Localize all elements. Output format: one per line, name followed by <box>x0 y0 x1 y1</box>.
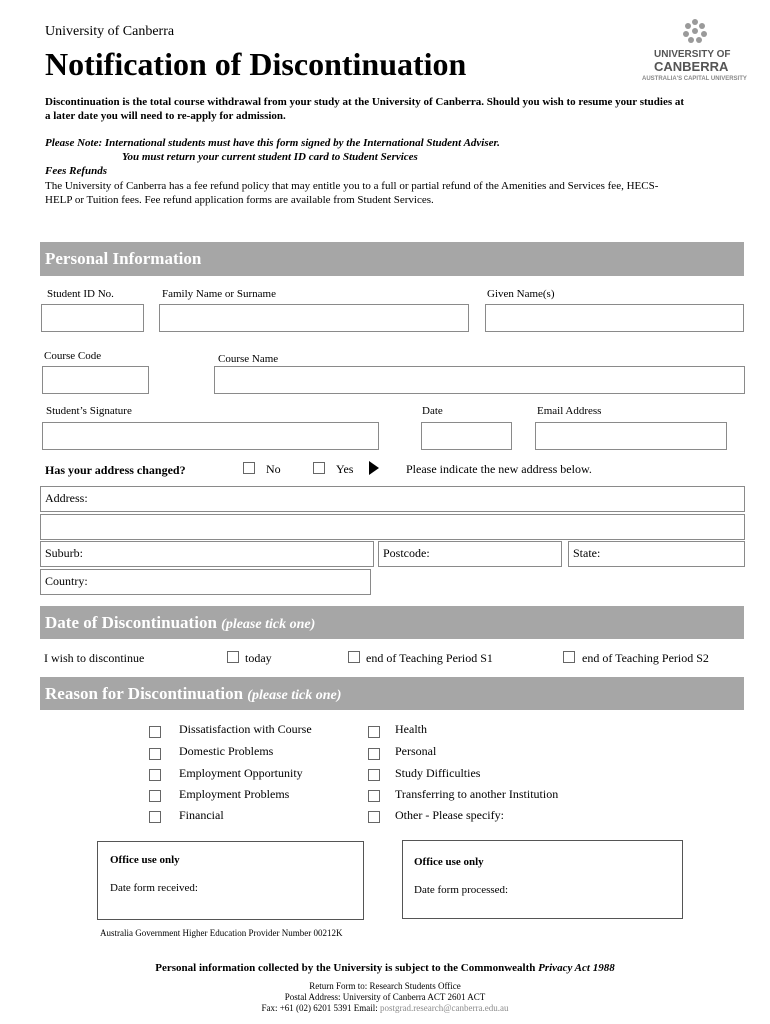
reason-checkbox[interactable] <box>368 790 380 802</box>
discontinuation-date-sub: (please tick one) <box>221 617 316 632</box>
course-name-label: Course Name <box>218 353 279 365</box>
discontinue-prompt: I wish to discontinue <box>44 651 145 665</box>
fees-heading: Fees Refunds <box>45 165 108 177</box>
end-s1-checkbox[interactable] <box>348 651 360 663</box>
fees-text: The University of Canberra has a fee refund policy that may entitle you to a full or partial refund of the Amenities and Services fee, HECS-HELP or Tuition fees. Fee refund application forms are available from Student Services. <box>45 180 659 206</box>
signature-field[interactable] <box>42 422 379 450</box>
office-use-received-box <box>97 841 364 920</box>
fax-email <box>0 1003 770 1013</box>
suburb-label: Suburb: <box>45 546 84 560</box>
reason-option-right: Health <box>395 722 427 736</box>
course-name-field[interactable] <box>214 366 745 394</box>
date-label: Date <box>422 405 443 417</box>
date-received-label: Date form received: <box>110 882 198 894</box>
country-field[interactable] <box>40 569 371 595</box>
address-changed-no-checkbox[interactable] <box>243 462 255 474</box>
reason-title: Reason for Discontinuation <box>45 684 244 703</box>
arrow-right-icon <box>369 461 379 475</box>
no-label: No <box>266 462 281 476</box>
note-line-1: Please Note: International students must have this form signed by the International Student Adviser. <box>45 137 500 149</box>
office-use-processed-box <box>402 840 683 919</box>
reason-option-left: Employment Opportunity <box>179 766 303 780</box>
discontinuation-date-title: Date of Discontinuation <box>45 613 217 632</box>
intro-bold-text: Discontinuation is the total course withdrawal from your study at the University of Canberra. Should you wish to resume your studies at a later date you will need to re-apply for admission. <box>45 96 685 122</box>
page-title: Notification of Discontinuation <box>45 46 467 82</box>
reason-option-right: Study Difficulties <box>395 766 481 780</box>
today-label: today <box>245 651 272 665</box>
privacy-statement <box>0 962 770 974</box>
course-code-field[interactable] <box>42 366 149 394</box>
postal-address: Postal Address: University of Canberra ACT 2601 ACT <box>284 992 486 1002</box>
indicate-address-text: Please indicate the new address below. <box>406 462 592 476</box>
logo-line-2: CANBERRA <box>654 59 729 74</box>
family-name-label: Family Name or Surname <box>162 288 276 300</box>
postcode-label: Postcode: <box>383 546 430 560</box>
student-id-field[interactable] <box>41 304 144 332</box>
yes-label: Yes <box>336 462 354 476</box>
signature-label: Student’s Signature <box>46 405 132 417</box>
end-s2-checkbox[interactable] <box>563 651 575 663</box>
reason-option-left: Domestic Problems <box>179 744 274 758</box>
logo-line-3: AUSTRALIA'S CAPITAL UNIVERSITY <box>642 76 747 82</box>
reason-option-right: Other - Please specify: <box>395 808 504 822</box>
reason-checkbox[interactable] <box>149 790 161 802</box>
reason-sub: (please tick one) <box>247 688 342 703</box>
state-field[interactable] <box>568 541 745 567</box>
address-changed-label: Has your address changed? <box>45 463 186 477</box>
today-checkbox[interactable] <box>227 651 239 663</box>
suburb-field[interactable] <box>40 541 374 567</box>
reason-option-left: Dissatisfaction with Course <box>179 722 312 736</box>
reason-checkbox[interactable] <box>368 811 380 823</box>
reason-checkbox[interactable] <box>149 748 161 760</box>
family-name-field[interactable] <box>159 304 469 332</box>
reason-option-left: Financial <box>179 808 224 822</box>
office-use-left-title: Office use only <box>110 854 180 866</box>
email-field[interactable] <box>535 422 727 450</box>
privacy-act: Privacy Act 1988 <box>538 962 615 974</box>
reason-option-right: Transferring to another Institution <box>395 787 559 801</box>
postcode-field[interactable] <box>378 541 562 567</box>
address-changed-yes-checkbox[interactable] <box>313 462 325 474</box>
note-line-2: You must return your current student ID card to Student Services <box>122 151 418 163</box>
student-id-label: Student ID No. <box>47 288 114 300</box>
reason-checkbox[interactable] <box>149 726 161 738</box>
return-to: Return Form to: Research Students Office <box>309 981 461 991</box>
reason-checkbox[interactable] <box>149 769 161 781</box>
reason-checkbox[interactable] <box>149 811 161 823</box>
state-label: State: <box>573 546 601 560</box>
date-field[interactable] <box>421 422 512 450</box>
logo-mark-icon <box>680 18 710 46</box>
provider-number: Australia Government Higher Education Provider Number 00212K <box>100 928 343 938</box>
reason-checkbox[interactable] <box>368 769 380 781</box>
email-link[interactable]: postgrad.research@canberra.edu.au <box>380 1003 509 1013</box>
address-label: Address: <box>45 491 88 505</box>
date-processed-label: Date form processed: <box>414 884 509 896</box>
fax-text: Fax: +61 (02) 6201 5391 Email: <box>261 1003 378 1013</box>
privacy-text: Personal information collected by the University is subject to the Commonwealth <box>155 962 536 974</box>
personal-info-title: Personal Information <box>45 249 202 268</box>
country-label: Country: <box>45 574 88 588</box>
address-field[interactable] <box>40 486 745 512</box>
address-line-2-field[interactable] <box>40 514 745 540</box>
university-logo <box>640 18 755 88</box>
office-use-right-title: Office use only <box>414 856 484 868</box>
logo-line-1: UNIVERSITY OF <box>654 49 731 60</box>
given-names-label: Given Name(s) <box>487 288 555 300</box>
given-names-field[interactable] <box>485 304 744 332</box>
personal-info-heading <box>40 242 744 276</box>
end-s2-label: end of Teaching Period S2 <box>582 651 709 665</box>
discontinuation-date-heading <box>40 606 744 639</box>
reason-heading <box>40 677 744 710</box>
reason-option-right: Personal <box>395 744 437 758</box>
university-name: University of Canberra <box>45 24 175 39</box>
reason-checkbox[interactable] <box>368 726 380 738</box>
end-s1-label: end of Teaching Period S1 <box>366 651 493 665</box>
email-label: Email Address <box>537 405 602 417</box>
reason-option-left: Employment Problems <box>179 787 290 801</box>
reason-checkbox[interactable] <box>368 748 380 760</box>
course-code-label: Course Code <box>44 350 102 362</box>
